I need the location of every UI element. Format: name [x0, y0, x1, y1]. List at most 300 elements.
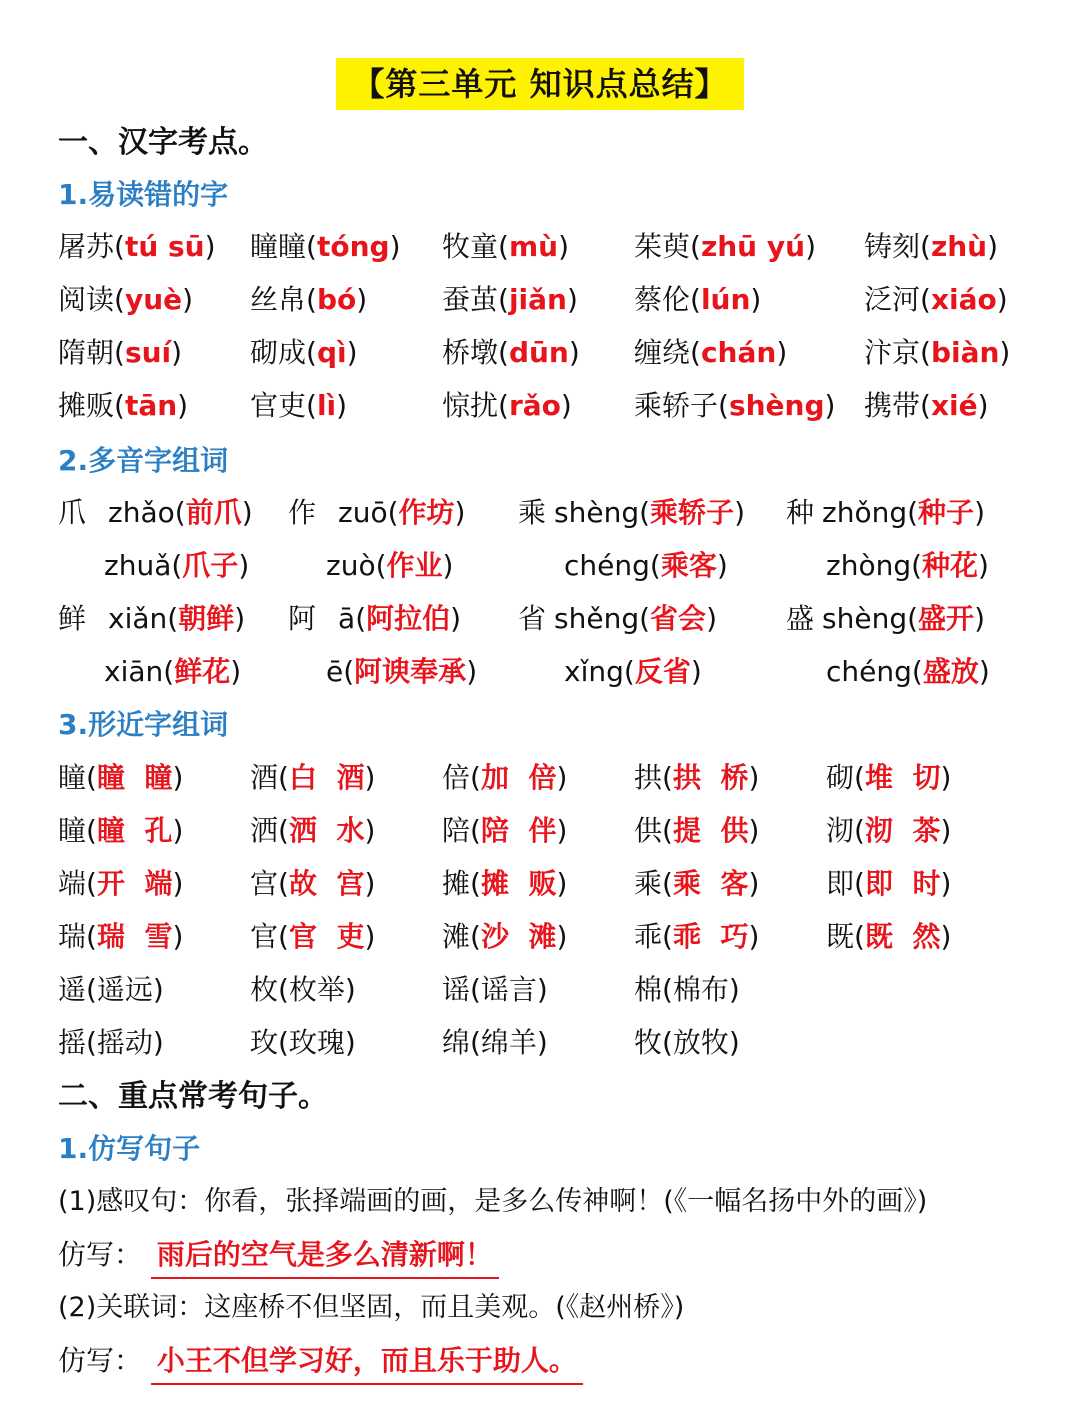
answer-2-line [58, 1336, 583, 1386]
paren-close: ) [171, 336, 183, 369]
polyphone-item [288, 488, 465, 538]
pinyin: zhù [930, 230, 988, 263]
paren-open: ( [623, 655, 635, 688]
misread-row [0, 222, 1080, 272]
pinyin: chéng [564, 549, 650, 582]
similar-item [442, 806, 567, 856]
paren-close: ) [172, 867, 184, 900]
pinyin: suí [124, 336, 172, 369]
polyphone-word: 反省 [634, 655, 691, 688]
paren-open: ( [690, 283, 701, 316]
similar-row [0, 912, 1080, 962]
pinyin: jiǎn [508, 283, 567, 316]
paren-open: ( [662, 761, 673, 794]
paren-open: ( [718, 389, 729, 422]
paren-open: ( [690, 230, 701, 263]
polyphone-word: 鲜花 [174, 655, 231, 688]
section2-heading: 二、重点常考句子。 [58, 1079, 328, 1114]
similar-word: 洒 水 [288, 814, 365, 847]
misread-item [864, 328, 1010, 378]
similar-char: 乘 [634, 867, 663, 900]
polyphone-word: 种子 [918, 496, 975, 529]
polyphone-row [0, 541, 1080, 591]
polyphone-word: 前爪 [185, 496, 242, 529]
pinyin: zuò [326, 549, 376, 582]
misread-row [0, 381, 1080, 431]
pinyin: ā [338, 602, 356, 635]
paren-open: ( [920, 389, 931, 422]
misread-word: 瞳瞳 [250, 230, 307, 263]
similar-char: 拱 [634, 761, 663, 794]
paren-open: ( [470, 814, 481, 847]
polyphone-item [564, 541, 728, 591]
misread-item [442, 275, 578, 325]
misread-word: 茱萸 [634, 230, 691, 263]
paren-close: ) [568, 336, 580, 369]
similar-word: 拱 桥 [672, 761, 749, 794]
polyphone-char: 种 [786, 496, 815, 529]
paren-close: ) [556, 867, 568, 900]
paren-open: ( [498, 283, 509, 316]
similar-word: 即 时 [864, 867, 941, 900]
similar-word: 瑞 雪 [96, 920, 173, 953]
misread-word: 铸刻 [864, 230, 921, 263]
paren-close: ) [556, 920, 568, 953]
misread-item [250, 275, 367, 325]
pinyin: lún [700, 283, 751, 316]
polyphone-item [786, 488, 985, 538]
polyphone-word: 盛放 [922, 655, 979, 688]
similar-char: 砌 [826, 761, 855, 794]
paren-open: ( [854, 867, 865, 900]
question-1: (1)感叹句：你看，张择端画的画，是多么传神啊！(《一幅名扬中外的画》) [58, 1186, 928, 1217]
misread-word: 隋朝 [58, 336, 115, 369]
paren-close: ) [556, 761, 568, 794]
paren-close: ) [940, 761, 952, 794]
misread-item [250, 381, 347, 431]
similar-item [250, 859, 375, 909]
paren-close: ) [706, 602, 717, 635]
paren-open: ( [498, 389, 509, 422]
misread-word: 桥墩 [442, 336, 499, 369]
paren-open: ( [86, 814, 97, 847]
paren-close: ) [805, 230, 816, 263]
pinyin: shěng [554, 602, 640, 635]
paren-close: ) [230, 655, 242, 688]
misread-word: 蚕茧 [442, 283, 499, 316]
similar-word: 瞳 孔 [96, 814, 173, 847]
polyphone-item [518, 488, 745, 538]
misread-word: 摊贩 [58, 389, 115, 422]
paren-open: ( [911, 549, 923, 582]
similar-char: 陪 [442, 814, 471, 847]
paren-open: ( [114, 389, 125, 422]
pinyin: xiǎn [108, 602, 168, 635]
paren-open: ( [171, 549, 183, 582]
polyphone-item [58, 488, 253, 538]
pinyin: xiáo [930, 283, 997, 316]
similar-plain-row [0, 965, 1080, 1015]
similar-char: 宫 [250, 867, 279, 900]
similar-item [250, 912, 375, 962]
paren-open: ( [649, 549, 661, 582]
pinyin: dūn [508, 336, 569, 369]
paren-close: ) [346, 336, 358, 369]
question-2: (2)关联词：这座桥不但坚固，而且美观。(《赵州桥》) [58, 1292, 685, 1323]
similar-row [0, 859, 1080, 909]
similar-plain-item: 牧(放牧) [634, 1026, 740, 1059]
polyphone-item [104, 541, 249, 591]
paren-close: ) [466, 655, 478, 688]
similar-word: 堆 切 [864, 761, 941, 794]
similar-char: 即 [826, 867, 855, 900]
pinyin: tú sū [124, 230, 205, 263]
similar-char: 既 [826, 920, 855, 953]
pinyin: mù [508, 230, 559, 263]
paren-close: ) [974, 602, 985, 635]
misread-item [634, 381, 835, 431]
polyphone-word: 省会 [650, 602, 707, 635]
similar-char: 倍 [442, 761, 471, 794]
polyphone-row [0, 647, 1080, 697]
polyphone-char: 阿 [288, 602, 317, 635]
polyphone-item [786, 594, 985, 644]
answer-1-text: 雨后的空气是多么清新啊！ [151, 1235, 499, 1279]
similar-word: 陪 伴 [480, 814, 557, 847]
misread-word: 乘轿子 [634, 389, 719, 422]
pinyin: xiān [104, 655, 164, 688]
answer-2-label: 仿写： [58, 1344, 143, 1377]
paren-open: ( [662, 867, 673, 900]
paren-close: ) [748, 867, 760, 900]
similar-item [58, 859, 183, 909]
polyphone-item [518, 594, 717, 644]
similar-char: 酒 [250, 761, 279, 794]
paren-open: ( [920, 230, 931, 263]
pinyin: xǐng [564, 655, 624, 688]
polyphone-char: 鲜 [58, 602, 87, 635]
pinyin: tān [124, 389, 178, 422]
similar-char: 端 [58, 867, 87, 900]
pinyin: shèng [728, 389, 825, 422]
paren-close: ) [172, 920, 184, 953]
misread-item [58, 328, 182, 378]
similar-plain-item: 玫(玫瑰) [250, 1026, 356, 1059]
pinyin: zhuǎ [104, 549, 172, 582]
polyphone-word: 种花 [922, 549, 979, 582]
misread-word: 官吏 [250, 389, 307, 422]
polyphone-item [326, 541, 453, 591]
pinyin: xié [930, 389, 978, 422]
paren-close: ) [556, 814, 568, 847]
paren-open: ( [114, 230, 125, 263]
paren-close: ) [748, 920, 760, 953]
paren-close: ) [558, 230, 569, 263]
pinyin: chán [700, 336, 777, 369]
pinyin: bó [316, 283, 357, 316]
polyphone-word: 阿拉伯 [366, 602, 451, 635]
paren-close: ) [172, 814, 184, 847]
paren-close: ) [999, 336, 1011, 369]
similar-item [634, 912, 759, 962]
similar-char: 瞳 [58, 761, 87, 794]
paren-open: ( [86, 920, 97, 953]
similar-char: 洒 [250, 814, 279, 847]
similar-plain-row [0, 1018, 1080, 1068]
paren-open: ( [854, 920, 865, 953]
similar-word: 乘 客 [672, 867, 749, 900]
paren-open: ( [690, 336, 701, 369]
polyphone-char: 作 [288, 496, 317, 529]
polyphone-word: 作业 [386, 549, 443, 582]
paren-open: ( [167, 602, 179, 635]
similar-plain-item: 绵(绵羊) [442, 1026, 548, 1059]
paren-close: ) [974, 496, 985, 529]
paren-open: ( [306, 283, 317, 316]
paren-close: ) [177, 389, 189, 422]
similar-char: 瑞 [58, 920, 87, 953]
similar-word: 既 然 [864, 920, 941, 953]
paren-open: ( [306, 230, 317, 263]
paren-open: ( [114, 283, 125, 316]
polyphone-word: 爪子 [182, 549, 239, 582]
similar-char: 滩 [442, 920, 471, 953]
similar-word: 乖 巧 [672, 920, 749, 953]
misread-word: 牧童 [442, 230, 499, 263]
paren-close: ) [776, 336, 788, 369]
similar-item [442, 859, 567, 909]
misread-word: 汴京 [864, 336, 921, 369]
misread-item [864, 222, 998, 272]
paren-close: ) [364, 867, 376, 900]
pinyin: shèng [822, 602, 908, 635]
paren-close: ) [690, 655, 702, 688]
answer-2-text: 小王不但学习好，而且乐于助人。 [151, 1341, 583, 1385]
misread-row [0, 328, 1080, 378]
paren-close: ) [940, 920, 952, 953]
misread-word: 惊扰 [442, 389, 499, 422]
similar-word: 瞳 瞳 [96, 761, 173, 794]
similar-word: 白 酒 [288, 761, 365, 794]
misread-item [864, 381, 989, 431]
similar-item [826, 912, 951, 962]
paren-close: ) [560, 389, 572, 422]
similar-word: 提 供 [672, 814, 749, 847]
paren-open: ( [639, 496, 651, 529]
paren-close: ) [450, 602, 462, 635]
similar-word: 官 吏 [288, 920, 365, 953]
paren-close: ) [182, 283, 194, 316]
misread-word: 蔡伦 [634, 283, 691, 316]
similar-word: 开 端 [96, 867, 173, 900]
paren-close: ) [336, 389, 348, 422]
paren-open: ( [278, 920, 289, 953]
paren-close: ) [978, 655, 990, 688]
paren-close: ) [748, 814, 760, 847]
paren-open: ( [920, 283, 931, 316]
paren-open: ( [163, 655, 175, 688]
paren-open: ( [662, 814, 673, 847]
paren-open: ( [306, 336, 317, 369]
paren-open: ( [306, 389, 317, 422]
misread-word: 丝帛 [250, 283, 307, 316]
polyphone-item [826, 541, 989, 591]
paren-close: ) [734, 496, 745, 529]
misread-row [0, 275, 1080, 325]
pinyin: shèng [554, 496, 640, 529]
similar-row [0, 753, 1080, 803]
polyphone-word: 乘轿子 [650, 496, 735, 529]
paren-open: ( [470, 867, 481, 900]
similar-item [442, 912, 567, 962]
paren-open: ( [355, 602, 367, 635]
misread-item [58, 275, 193, 325]
misread-item [864, 275, 1008, 325]
paren-open: ( [343, 655, 355, 688]
similar-plain-item: 摇(摇动) [58, 1026, 164, 1059]
polyphone-row [0, 488, 1080, 538]
paren-close: ) [238, 549, 250, 582]
paren-open: ( [174, 496, 186, 529]
paren-close: ) [172, 761, 184, 794]
title-wrap [0, 58, 1080, 110]
paren-close: ) [716, 549, 728, 582]
pinyin: tóng [316, 230, 390, 263]
paren-open: ( [498, 230, 509, 263]
part2-heading: 2.多音字组词 [58, 444, 229, 477]
paren-open: ( [86, 761, 97, 794]
polyphone-word: 盛开 [918, 602, 975, 635]
misread-word: 阅读 [58, 283, 115, 316]
similar-item [826, 806, 951, 856]
polyphone-row [0, 594, 1080, 644]
misread-item [634, 328, 787, 378]
misread-item [634, 222, 816, 272]
similar-plain-item: 棉(棉布) [634, 973, 740, 1006]
similar-item [250, 753, 375, 803]
paren-close: ) [454, 496, 466, 529]
pinyin: rǎo [508, 389, 561, 422]
polyphone-word: 朝鲜 [178, 602, 235, 635]
misread-word: 屠苏 [58, 230, 115, 263]
misread-word: 泛河 [864, 283, 921, 316]
paren-close: ) [364, 761, 376, 794]
polyphone-char: 乘 [518, 496, 547, 529]
pinyin: zhǎo [108, 496, 175, 529]
paren-open: ( [278, 814, 289, 847]
similar-item [634, 859, 759, 909]
similar-plain-item: 遥(遥远) [58, 973, 164, 1006]
polyphone-item [326, 647, 477, 697]
pinyin: qì [316, 336, 347, 369]
paren-close: ) [204, 230, 216, 263]
misread-item [250, 222, 401, 272]
similar-item [58, 806, 183, 856]
paren-open: ( [907, 496, 919, 529]
misread-item [442, 222, 569, 272]
paren-open: ( [86, 867, 97, 900]
polyphone-char: 省 [518, 602, 547, 635]
polyphone-item [564, 647, 702, 697]
similar-item [58, 753, 183, 803]
paren-close: ) [750, 283, 762, 316]
paren-close: ) [442, 549, 454, 582]
similar-plain-item: 枚(枚举) [250, 973, 356, 1006]
similar-item [826, 859, 951, 909]
paren-close: ) [748, 761, 760, 794]
misread-item [442, 328, 580, 378]
paren-open: ( [662, 920, 673, 953]
paren-close: ) [566, 283, 578, 316]
paren-close: ) [364, 814, 376, 847]
similar-word: 沏 茶 [864, 814, 941, 847]
similar-word: 故 宫 [288, 867, 365, 900]
similar-char: 瞳 [58, 814, 87, 847]
misread-item [58, 381, 188, 431]
similar-char: 供 [634, 814, 663, 847]
paren-open: ( [907, 602, 919, 635]
pinyin: ē [326, 655, 344, 688]
misread-item [442, 381, 572, 431]
misread-item [58, 222, 216, 272]
misread-item [250, 328, 358, 378]
misread-word: 砌成 [250, 336, 307, 369]
paren-open: ( [470, 761, 481, 794]
polyphone-item [288, 594, 461, 644]
similar-char: 乖 [634, 920, 663, 953]
paren-open: ( [375, 549, 387, 582]
page-title: 【第三单元 知识点总结】 [336, 58, 743, 110]
paren-open: ( [854, 814, 865, 847]
paren-close: ) [978, 549, 989, 582]
similar-item [442, 753, 567, 803]
imitate-heading: 1.仿写句子 [58, 1132, 201, 1165]
section1-heading: 一、汉字考点。 [58, 125, 268, 160]
paren-close: ) [824, 389, 836, 422]
pinyin: lì [316, 389, 337, 422]
part3-heading: 3.形近字组词 [58, 708, 229, 741]
polyphone-item [58, 594, 245, 644]
paren-open: ( [854, 761, 865, 794]
paren-open: ( [498, 336, 509, 369]
pinyin: zhòng [826, 549, 912, 582]
pinyin: chéng [826, 655, 912, 688]
pinyin: zhǒng [822, 496, 908, 529]
paren-open: ( [278, 867, 289, 900]
answer-1-line [58, 1230, 499, 1280]
similar-item [250, 806, 375, 856]
polyphone-word: 乘客 [660, 549, 717, 582]
paren-open: ( [114, 336, 125, 369]
polyphone-item [104, 647, 241, 697]
polyphone-item [826, 647, 990, 697]
paren-close: ) [364, 920, 376, 953]
similar-char: 官 [250, 920, 279, 953]
pinyin: zhū yú [700, 230, 806, 263]
paren-open: ( [470, 920, 481, 953]
similar-char: 沏 [826, 814, 855, 847]
paren-open: ( [387, 496, 399, 529]
polyphone-word: 阿谀奉承 [354, 655, 467, 688]
similar-item [634, 806, 759, 856]
similar-word: 加 倍 [480, 761, 557, 794]
paren-close: ) [987, 230, 999, 263]
paren-open: ( [911, 655, 923, 688]
paren-close: ) [940, 867, 952, 900]
similar-word: 摊 贩 [480, 867, 557, 900]
polyphone-word: 作坊 [398, 496, 455, 529]
similar-item [634, 753, 759, 803]
